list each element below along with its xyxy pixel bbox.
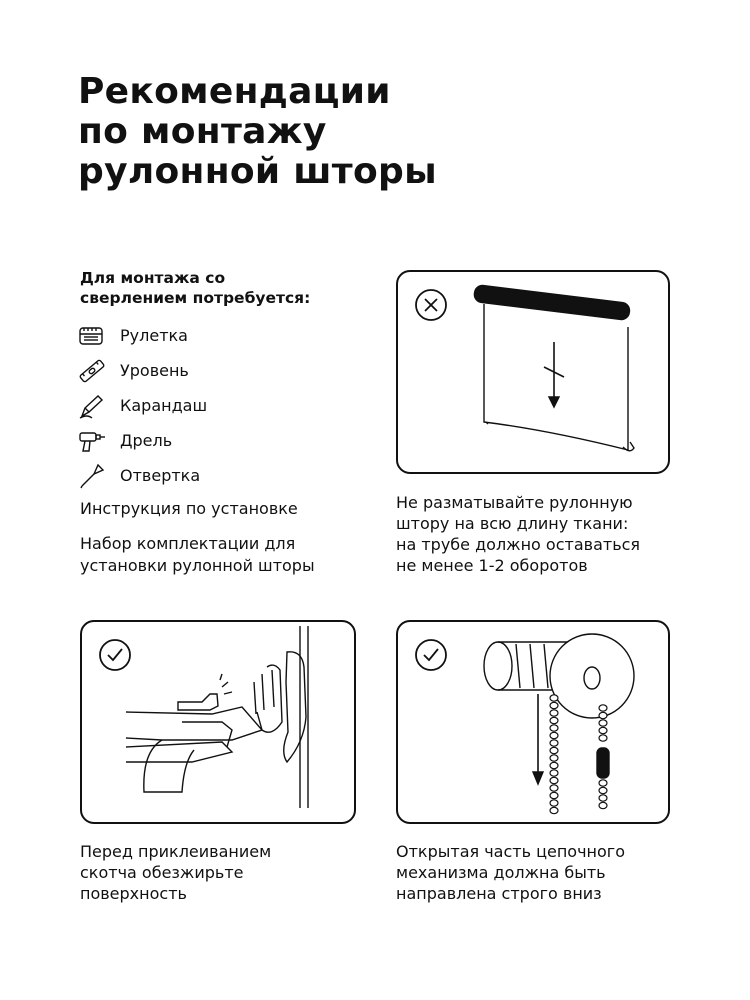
list-item-pencil xyxy=(78,388,207,423)
pencil-icon xyxy=(78,392,106,420)
chain-bead xyxy=(550,800,558,806)
caption-line: Перед приклеиванием xyxy=(80,842,272,861)
requirements-heading xyxy=(80,268,310,308)
chain-bead xyxy=(550,770,558,776)
chain-bead xyxy=(599,720,607,726)
title-line-3: рулонной шторы xyxy=(78,151,437,192)
chain-bead xyxy=(550,725,558,731)
caption-line: механизма должна быть xyxy=(396,863,606,882)
chain-bead xyxy=(599,735,607,741)
chain-mechanism-drawing xyxy=(484,634,634,784)
chain-bead xyxy=(550,732,558,738)
chain-bead xyxy=(550,710,558,716)
title-line-1: Рекомендации xyxy=(78,71,391,112)
caption-line: Не разматывайте рулонную xyxy=(396,493,633,512)
tool-label: Дрель xyxy=(120,431,173,450)
illustration-panel-unroll xyxy=(396,270,670,474)
chain-bead xyxy=(550,755,558,761)
illustration-panel-degrease xyxy=(80,620,356,824)
caption-line: на трубе должно оставаться xyxy=(396,535,641,554)
tool-label: Отвертка xyxy=(120,466,201,485)
instruction-item xyxy=(80,498,298,520)
illustration-panel-chain xyxy=(396,620,670,824)
tool-label: Карандаш xyxy=(120,396,208,415)
title-line-2: по монтажу xyxy=(78,111,327,152)
tool-label: Уровень xyxy=(120,361,189,380)
chain-bead xyxy=(550,792,558,798)
caption-line: направлена строго вниз xyxy=(396,884,602,903)
cross-circle-icon xyxy=(416,290,446,320)
chain-bead xyxy=(550,695,558,701)
caption-line: не менее 1-2 оборотов xyxy=(396,556,588,575)
requirements-heading-line-2: сверлением потребуется: xyxy=(80,289,311,307)
instruction-label: Инструкция по установке xyxy=(80,499,298,518)
check-circle-icon xyxy=(100,640,130,670)
chain-bead xyxy=(599,787,607,793)
list-item-level xyxy=(78,353,207,388)
tool-label: Рулетка xyxy=(120,326,188,345)
kit-label-line-2: установки рулонной шторы xyxy=(80,556,315,575)
chain-bead xyxy=(599,727,607,733)
drill-icon xyxy=(78,427,106,455)
page-title xyxy=(78,72,437,192)
cleaning-hands-drawing xyxy=(126,652,306,792)
chain-bead xyxy=(550,702,558,708)
tape-measure-icon xyxy=(78,322,106,350)
tool-list xyxy=(78,318,207,493)
list-item-tape-measure xyxy=(78,318,207,353)
chain-bead xyxy=(550,717,558,723)
chain-bead xyxy=(599,795,607,801)
kit-label-line-1: Набор комплектации для xyxy=(80,534,296,553)
caption-unroll xyxy=(396,492,640,576)
chain-bead xyxy=(550,785,558,791)
list-item-drill xyxy=(78,423,207,458)
caption-line: штору на всю длину ткани: xyxy=(396,514,629,533)
caption-chain xyxy=(396,841,625,904)
roller-blind-drawing xyxy=(473,285,634,451)
screwdriver-icon xyxy=(78,462,106,490)
chain-bead xyxy=(599,705,607,711)
chain-bead xyxy=(599,712,607,718)
chain-bead xyxy=(599,780,607,786)
caption-degrease xyxy=(80,841,271,904)
wall-drawing xyxy=(300,626,308,808)
chain-bead xyxy=(550,740,558,746)
caption-line: скотча обезжирьте xyxy=(80,863,244,882)
kit-item xyxy=(80,533,315,577)
check-circle-icon xyxy=(416,640,446,670)
caption-line: поверхность xyxy=(80,884,187,903)
level-icon xyxy=(78,357,106,385)
caption-line: Открытая часть цепочного xyxy=(396,842,625,861)
chain-bead xyxy=(550,807,558,813)
chain-bead xyxy=(550,762,558,768)
chain-bead xyxy=(550,747,558,753)
chain-bead xyxy=(550,777,558,783)
chain-bead xyxy=(599,802,607,808)
list-item-screwdriver xyxy=(78,458,207,493)
requirements-heading-line-1: Для монтажа со xyxy=(80,269,226,287)
